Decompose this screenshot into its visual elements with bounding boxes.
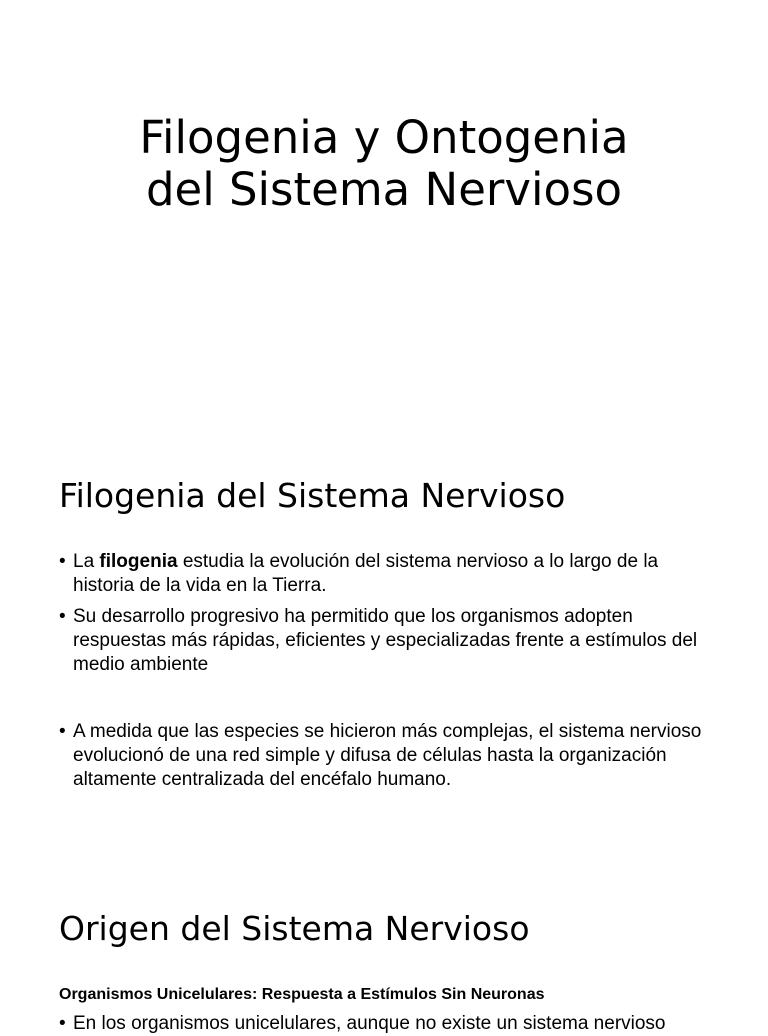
title-line-2: del Sistema Nervioso bbox=[145, 163, 623, 216]
origen-bullet-list bbox=[59, 1012, 709, 1036]
subheading-unicelulares: Organismos Unicelulares: Respuesta a Estímulos Sin Neuronas bbox=[59, 986, 545, 1003]
section-heading-origen: Origen del Sistema Nervioso bbox=[59, 909, 530, 948]
bold-term-filogenia: filogenia bbox=[99, 551, 178, 572]
filogenia-bullet-list-2 bbox=[59, 720, 709, 792]
list-item: • Su desarrollo progresivo ha permitido que los organismos adopten respuestas más rápidas, eficientes y especializadas frente a estímulos del medio ambiente bbox=[59, 605, 709, 677]
presentation-title bbox=[0, 112, 768, 216]
list-item: • A medida que las especies se hicieron más complejas, el sistema nervioso evolucionó de una red simple y difusa de células hasta la organización altamente centralizada del encéfalo humano. bbox=[59, 720, 709, 792]
section-heading-filogenia: Filogenia del Sistema Nervioso bbox=[59, 476, 566, 515]
title-line-1: Filogenia y Ontogenia bbox=[139, 111, 629, 164]
filogenia-bullet-list bbox=[59, 550, 709, 684]
list-item: • En los organismos unicelulares, aunque no existe un sistema nervioso bbox=[59, 1012, 709, 1036]
bullet-text-post: estudia la evolución del sistema nervioso a lo largo de la historia de la vida en la Tierra. bbox=[73, 551, 659, 596]
bullet-text-pre: La bbox=[73, 551, 100, 572]
list-item bbox=[59, 550, 709, 598]
